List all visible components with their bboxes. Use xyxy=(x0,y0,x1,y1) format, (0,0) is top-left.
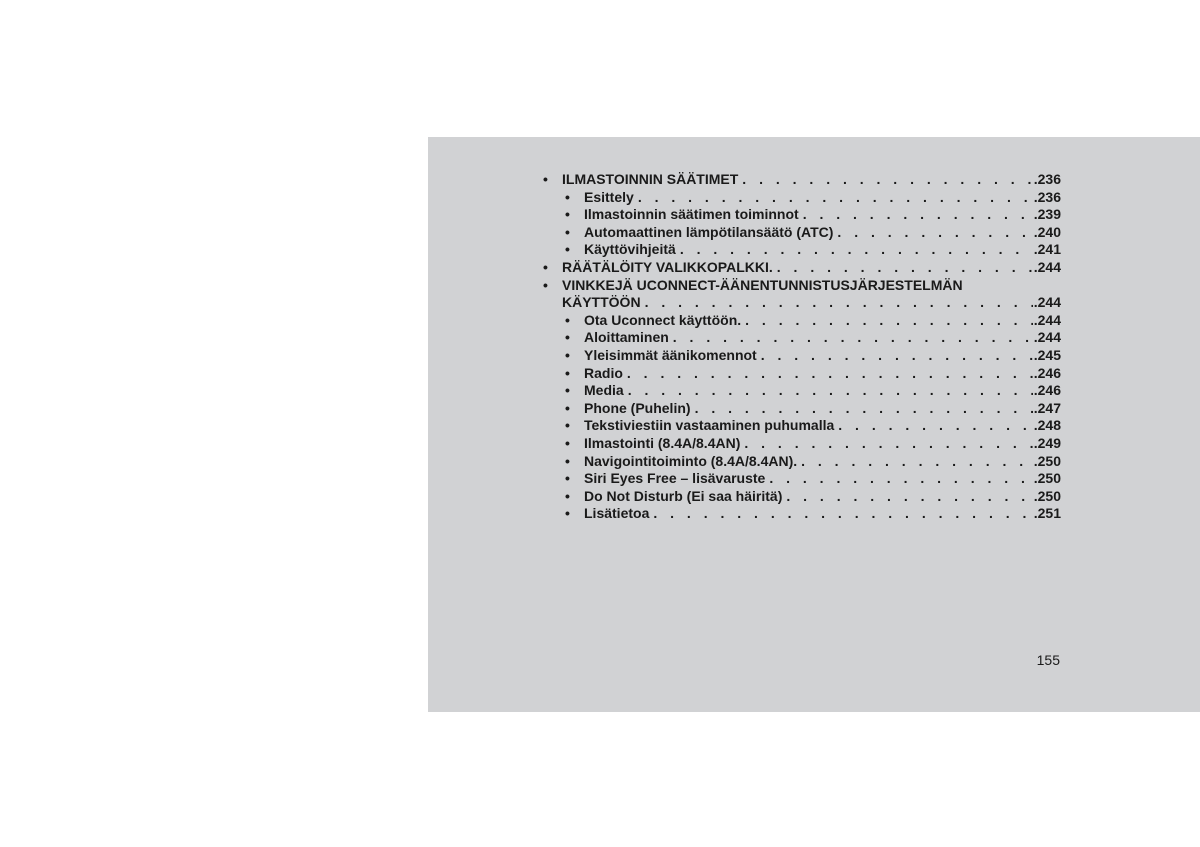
bullet-icon: • xyxy=(565,487,570,504)
bullet-icon: • xyxy=(565,223,570,240)
bullet-icon: • xyxy=(565,382,570,399)
leader-dots xyxy=(801,453,1033,471)
toc-entry[interactable] xyxy=(543,435,1061,453)
bullet-icon: • xyxy=(565,434,570,451)
toc-entry[interactable] xyxy=(543,400,1061,418)
toc-entry-title: Media xyxy=(584,382,624,399)
table-of-contents xyxy=(543,171,1061,523)
toc-entry-title: Ota Uconnect käyttöön. xyxy=(584,311,742,328)
leader-dots xyxy=(680,241,1033,259)
toc-entry[interactable] xyxy=(543,488,1061,506)
toc-entry[interactable] xyxy=(543,241,1061,259)
toc-entry-title: Phone (Puhelin) xyxy=(584,399,691,416)
toc-entry[interactable] xyxy=(543,417,1061,435)
leader-dots xyxy=(769,470,1032,488)
toc-entry-title: Siri Eyes Free – lisävaruste xyxy=(584,470,766,487)
toc-entry-page: .244 xyxy=(1033,294,1061,311)
toc-entry[interactable] xyxy=(543,277,1061,295)
toc-entry-page: .247 xyxy=(1033,399,1061,416)
toc-entry-page: .251 xyxy=(1033,505,1061,522)
bullet-icon: • xyxy=(565,417,570,434)
toc-entry-title: Esittely xyxy=(584,188,634,205)
leader-dots xyxy=(745,312,1033,330)
bullet-icon: • xyxy=(565,452,570,469)
toc-entry[interactable] xyxy=(543,259,1061,277)
toc-entry-page: .248 xyxy=(1033,417,1061,434)
leader-dots xyxy=(653,505,1032,523)
leader-dots xyxy=(628,382,1033,400)
toc-entry-title: Radio xyxy=(584,364,623,381)
toc-entry[interactable] xyxy=(543,470,1061,488)
toc-entry-title: Ilmastoinnin säätimen toiminnot xyxy=(584,206,799,223)
bullet-icon: • xyxy=(543,258,548,275)
toc-entry[interactable] xyxy=(543,505,1061,523)
toc-entry-title: RÄÄTÄLÖITY VALIKKOPALKKI. xyxy=(562,258,773,275)
leader-dots xyxy=(786,488,1032,506)
toc-entry-page: .236 xyxy=(1033,171,1061,187)
bullet-icon: • xyxy=(565,188,570,205)
leader-dots xyxy=(742,171,1032,189)
bullet-icon: • xyxy=(565,399,570,416)
page-number: 155 xyxy=(1036,652,1060,668)
toc-entry-page: .244 xyxy=(1033,329,1061,346)
toc-entry-title: VINKKEJÄ UCONNECT-ÄÄNENTUNNISTUSJÄRJESTELMÄN xyxy=(562,276,963,293)
leader-dots xyxy=(761,347,1033,365)
bullet-icon: • xyxy=(565,311,570,328)
toc-entry-page: .236 xyxy=(1033,188,1061,205)
toc-entry-page: .250 xyxy=(1033,470,1061,487)
toc-entry[interactable] xyxy=(543,171,1061,189)
toc-entry-page: .241 xyxy=(1033,241,1061,258)
bullet-icon: • xyxy=(565,206,570,223)
leader-dots xyxy=(837,224,1032,242)
toc-entry[interactable] xyxy=(543,224,1061,242)
toc-entry[interactable] xyxy=(543,329,1061,347)
leader-dots xyxy=(645,294,1033,312)
toc-entry-page: .246 xyxy=(1033,364,1061,381)
toc-entry-page: .240 xyxy=(1033,223,1061,240)
toc-entry-title: Ilmastointi (8.4A/8.4AN) xyxy=(584,434,741,451)
toc-entry[interactable] xyxy=(543,189,1061,207)
leader-dots xyxy=(803,206,1033,224)
bullet-icon: • xyxy=(565,364,570,381)
toc-entry-page: .244 xyxy=(1033,258,1061,275)
toc-entry[interactable] xyxy=(543,312,1061,330)
toc-entry-title: Navigointitoiminto (8.4A/8.4AN). xyxy=(584,452,798,469)
bullet-icon: • xyxy=(565,470,570,487)
leader-dots xyxy=(838,417,1032,435)
leader-dots xyxy=(744,435,1032,453)
leader-dots xyxy=(638,189,1033,207)
toc-entry[interactable] xyxy=(543,347,1061,365)
bullet-icon: • xyxy=(565,505,570,522)
toc-entry-page: .250 xyxy=(1033,487,1061,504)
leader-dots xyxy=(627,365,1033,383)
toc-entry-page: .250 xyxy=(1033,452,1061,469)
bullet-icon: • xyxy=(543,276,548,293)
toc-entry-title: Yleisimmät äänikomennot xyxy=(584,346,757,363)
toc-entry[interactable] xyxy=(543,453,1061,471)
bullet-icon: • xyxy=(565,346,570,363)
leader-dots xyxy=(673,329,1033,347)
bullet-icon: • xyxy=(543,171,548,187)
bullet-icon: • xyxy=(565,241,570,258)
toc-entry[interactable] xyxy=(543,206,1061,224)
toc-entry-page: .239 xyxy=(1033,206,1061,223)
leader-dots xyxy=(695,400,1033,418)
toc-entry-page: .246 xyxy=(1033,382,1061,399)
toc-entry[interactable] xyxy=(543,382,1061,400)
toc-entry-page: .249 xyxy=(1033,434,1061,451)
toc-entry-title: Lisätietoa xyxy=(584,505,650,522)
toc-entry-page: .245 xyxy=(1033,346,1061,363)
toc-entry-continuation[interactable] xyxy=(543,294,1061,312)
toc-entry-title: Käyttövihjeitä xyxy=(584,241,676,258)
toc-entry-page: .244 xyxy=(1033,311,1061,328)
toc-entry-title: ILMASTOINNIN SÄÄTIMET xyxy=(562,171,739,187)
toc-entry[interactable] xyxy=(543,365,1061,383)
bullet-icon: • xyxy=(565,329,570,346)
toc-entry-title-cont: KÄYTTÖÖN xyxy=(562,294,641,311)
toc-entry-title: Do Not Disturb (Ei saa häiritä) xyxy=(584,487,783,504)
toc-entry-title: Tekstiviestiin vastaaminen puhumalla xyxy=(584,417,835,434)
leader-dots xyxy=(777,259,1033,277)
toc-entry-title: Aloittaminen xyxy=(584,329,669,346)
toc-entry-title: Automaattinen lämpötilansäätö (ATC) xyxy=(584,223,834,240)
